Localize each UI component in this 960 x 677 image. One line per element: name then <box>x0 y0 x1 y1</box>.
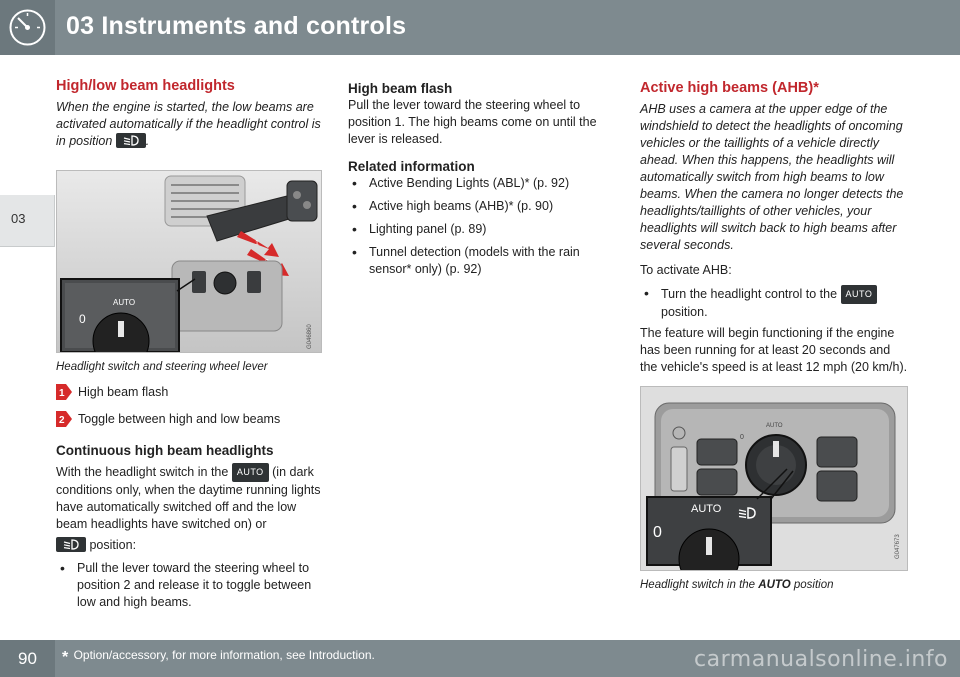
callout-number: 1 <box>59 388 65 399</box>
position-line <box>56 537 324 554</box>
callout-marker-1 <box>56 384 72 400</box>
caption-bold: AUTO <box>758 579 791 591</box>
callout-2 <box>56 411 324 428</box>
chapter-tab-label: 03 <box>11 211 26 226</box>
figure-code: G047673 <box>895 534 901 559</box>
svg-text:1: 1 <box>255 240 259 247</box>
watermark: carmanualsonline.info <box>694 647 948 672</box>
callout-text: High beam flash <box>78 385 169 399</box>
ahb-activate: To activate AHB: <box>640 263 732 277</box>
ahb-intro: AHB uses a camera at the upper edge of the windshield to detect the headlights of oncoming vehicles or the taillights of a vehicle directly ahead. When this happens, the headlights will automatically switch from high beams to low beams. When the camera no longer detects the headlights/taillights of other vehicles, your headlights will switch back to high beams after several seconds. <box>640 102 904 252</box>
heading-related-information: Related information <box>348 159 475 174</box>
related-link[interactable]: • Lighting panel (p. 89) <box>348 221 612 238</box>
callout-text: Toggle between high and low beams <box>78 412 281 426</box>
svg-text:0: 0 <box>740 434 744 441</box>
bullet-before: Turn the headlight control to the <box>661 287 838 301</box>
figure-caption <box>640 577 908 594</box>
related-link[interactable]: • Active Bending Lights (ABL)* (p. 92) <box>348 175 612 192</box>
callout-marker-2 <box>56 411 72 427</box>
bullet-after: position. <box>661 305 708 319</box>
auto-badge: AUTO <box>232 463 269 482</box>
low-beam-badge <box>116 133 146 148</box>
para-before: With the headlight switch in the <box>56 465 229 479</box>
intro-text: When the engine is started, the low beams are activated automatically if the headlight control is in position . <box>56 100 321 148</box>
page-title: 03 Instruments and controls <box>66 12 407 40</box>
figure-code: G046860 <box>307 324 313 349</box>
page-number: 90 <box>0 640 55 677</box>
figure-headlight-switch-lever <box>56 170 322 353</box>
high-beam-flash-text: Pull the lever toward the steering wheel to position 1. The high beams come on until the lever is released. <box>348 98 597 146</box>
column-high-low-beam <box>56 78 324 614</box>
chapter-tab[interactable] <box>0 195 55 247</box>
intro-body: When the engine is started, the low beams are activated automatically if the headlight control is in position <box>56 100 321 148</box>
inset-auto-label: AUTO <box>691 503 722 515</box>
svg-text:AUTO: AUTO <box>766 423 783 429</box>
column-active-high-beams <box>640 78 908 594</box>
ahb-condition-text: The feature will begin functioning if the engine has been running for at least 20 seconds and the vehicle's speed is at least 12 mph (20 km/h). <box>640 326 908 374</box>
heading-high-beam-flash: High beam flash <box>348 81 453 96</box>
related-link[interactable]: • Active high beams (AHB)* (p. 90) <box>348 198 612 215</box>
continuous-high-beam-text <box>56 463 324 533</box>
column-high-beam-flash <box>348 78 612 281</box>
continuous-high-beam-steps <box>56 560 324 611</box>
speedometer-icon <box>0 0 55 55</box>
low-beam-badge <box>56 537 86 552</box>
caption-before: Headlight switch in the <box>640 579 756 591</box>
callout-1 <box>56 384 324 401</box>
footnote-symbol: * <box>62 649 69 666</box>
headlight-switch-lever-illustration <box>57 171 322 353</box>
low-beam-icon <box>123 135 139 146</box>
footnote <box>62 648 375 667</box>
caption-after: position <box>793 579 834 591</box>
para-after: (in dark conditions only, when the daytime running lights have automatically switched off and the low beam headlights have switched on) or <box>56 465 321 531</box>
callout-number: 2 <box>59 415 65 426</box>
inset-zero-label: 0 <box>653 524 662 541</box>
ahb-steps <box>640 285 908 321</box>
low-beam-icon <box>63 539 79 550</box>
position-text: position: <box>89 538 137 552</box>
inset-zero-label: 0 <box>79 312 86 326</box>
headlight-switch-auto-illustration <box>641 387 908 571</box>
section-heading-high-low-beam: High/low beam headlights <box>56 78 235 94</box>
auto-badge: AUTO <box>841 285 878 304</box>
inset-auto-label: AUTO <box>113 298 136 307</box>
figure-headlight-switch-auto <box>640 386 908 571</box>
header-icon-box <box>0 0 55 55</box>
section-heading-ahb: Active high beams (AHB)* <box>640 80 819 96</box>
sub-heading-continuous-high-beam: Continuous high beam headlights <box>56 443 274 458</box>
footnote-text: Option/accessory, for more information, see Introduction. <box>73 648 375 662</box>
list-item <box>640 285 908 321</box>
figure-caption: Headlight switch and steering wheel lever <box>56 361 268 373</box>
related-link[interactable]: • Tunnel detection (models with the rain sensor* only) (p. 92) <box>348 244 612 278</box>
related-links <box>348 175 612 278</box>
list-item: • Pull the lever toward the steering wheel to position 2 and release it to toggle between low and high beams. <box>56 560 324 611</box>
